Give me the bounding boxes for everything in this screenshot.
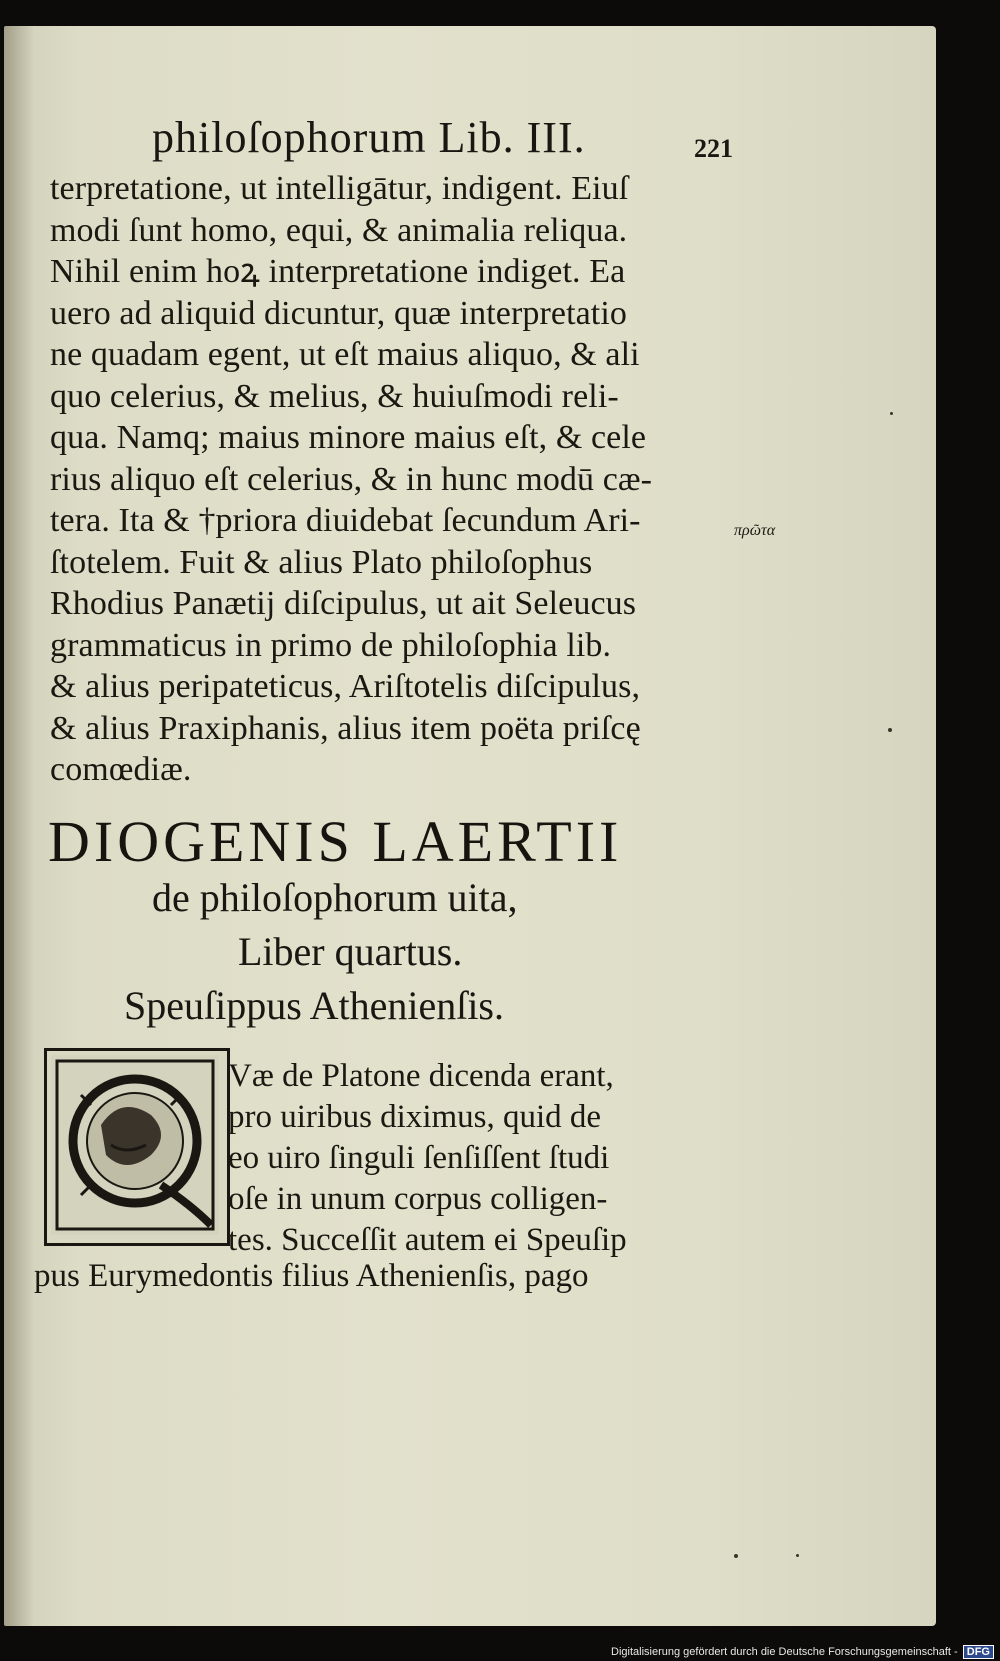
dfg-logo-icon: DFG	[963, 1645, 994, 1659]
page-gutter-shadow	[4, 26, 34, 1626]
initial-paragraph	[228, 1056, 698, 1261]
running-head: philoſophorum Lib. III.	[152, 113, 586, 162]
decorated-initial-q	[44, 1048, 230, 1246]
text-line: terpretatione, ut intelligātur, indigent. Eiuſ	[50, 170, 629, 207]
digitization-footer	[611, 1645, 994, 1659]
text-line: ſtotelem. Fuit & alius Plato philoſophus	[50, 543, 593, 581]
text-line: quo celerius, & melius, & huiuſmodi reli-	[50, 377, 619, 415]
text-line: modi ſunt homo, equi, & animalia reliqua.	[50, 211, 628, 249]
text-line: pus Eurymedontis filius Athenienſis, pago	[34, 1258, 589, 1294]
text-line: tera. Ita & †priora diuidebat ſecundum Ari-	[50, 502, 641, 539]
text-line: oſe in unum corpus colligen-	[228, 1181, 608, 1217]
text-line: tes. Succeſſit autem ei Speuſip	[228, 1222, 627, 1258]
text-line: & alius peripateticus, Ariſtotelis diſcipulus,	[50, 668, 641, 705]
text-line: Nihil enim hoꝝ interpretatione indiget. Ea	[50, 253, 626, 290]
text-line: uero ad aliquid dicuntur, quæ interpretatio	[50, 294, 628, 332]
page-number: 221	[694, 134, 733, 163]
text-line: Rhodius Panætij diſcipulus, ut ait Seleucus	[50, 585, 637, 622]
text-line: qua. Namq; maius minore maius eſt, & cele	[50, 419, 647, 456]
continuation-text	[34, 1256, 714, 1297]
text-line: rius aliquo eſt celerius, & in hunc modū cæ-	[50, 460, 653, 498]
margin-note: πρῶτα	[734, 522, 776, 539]
paper-speck	[890, 412, 893, 415]
book-subtitle: de philoſophorum uita,	[152, 875, 518, 920]
text-line: ne quadam egent, ut eſt maius aliquo, & ali	[50, 336, 640, 373]
paper-speck	[734, 1554, 738, 1558]
paper-speck	[796, 1554, 799, 1557]
book-title: DIOGENIS LAERTII	[48, 809, 623, 874]
book-number: Liber quartus.	[238, 929, 463, 974]
chapter-title: Speuſippus Athenienſis.	[124, 983, 504, 1028]
woodcut-initial-icon	[51, 1055, 219, 1235]
text-line: pro uiribus diximus, quid de	[228, 1099, 602, 1135]
passage-text	[50, 168, 740, 791]
paper-speck	[888, 728, 892, 732]
text-line: & alius Praxiphanis, alius item poëta priſcę	[50, 709, 641, 747]
text-line: eo uiro ſinguli ſenſiſſent ſtudi	[228, 1140, 610, 1176]
text-line: grammaticus in primo de philoſophia lib.	[50, 626, 612, 664]
text-line: Væ de Platone dicenda erant,	[228, 1058, 614, 1094]
footer-text: Digitalisierung gefördert durch die Deutsche Forschungsgemeinschaft -	[611, 1646, 958, 1658]
text-line: comœdiæ.	[50, 751, 192, 788]
